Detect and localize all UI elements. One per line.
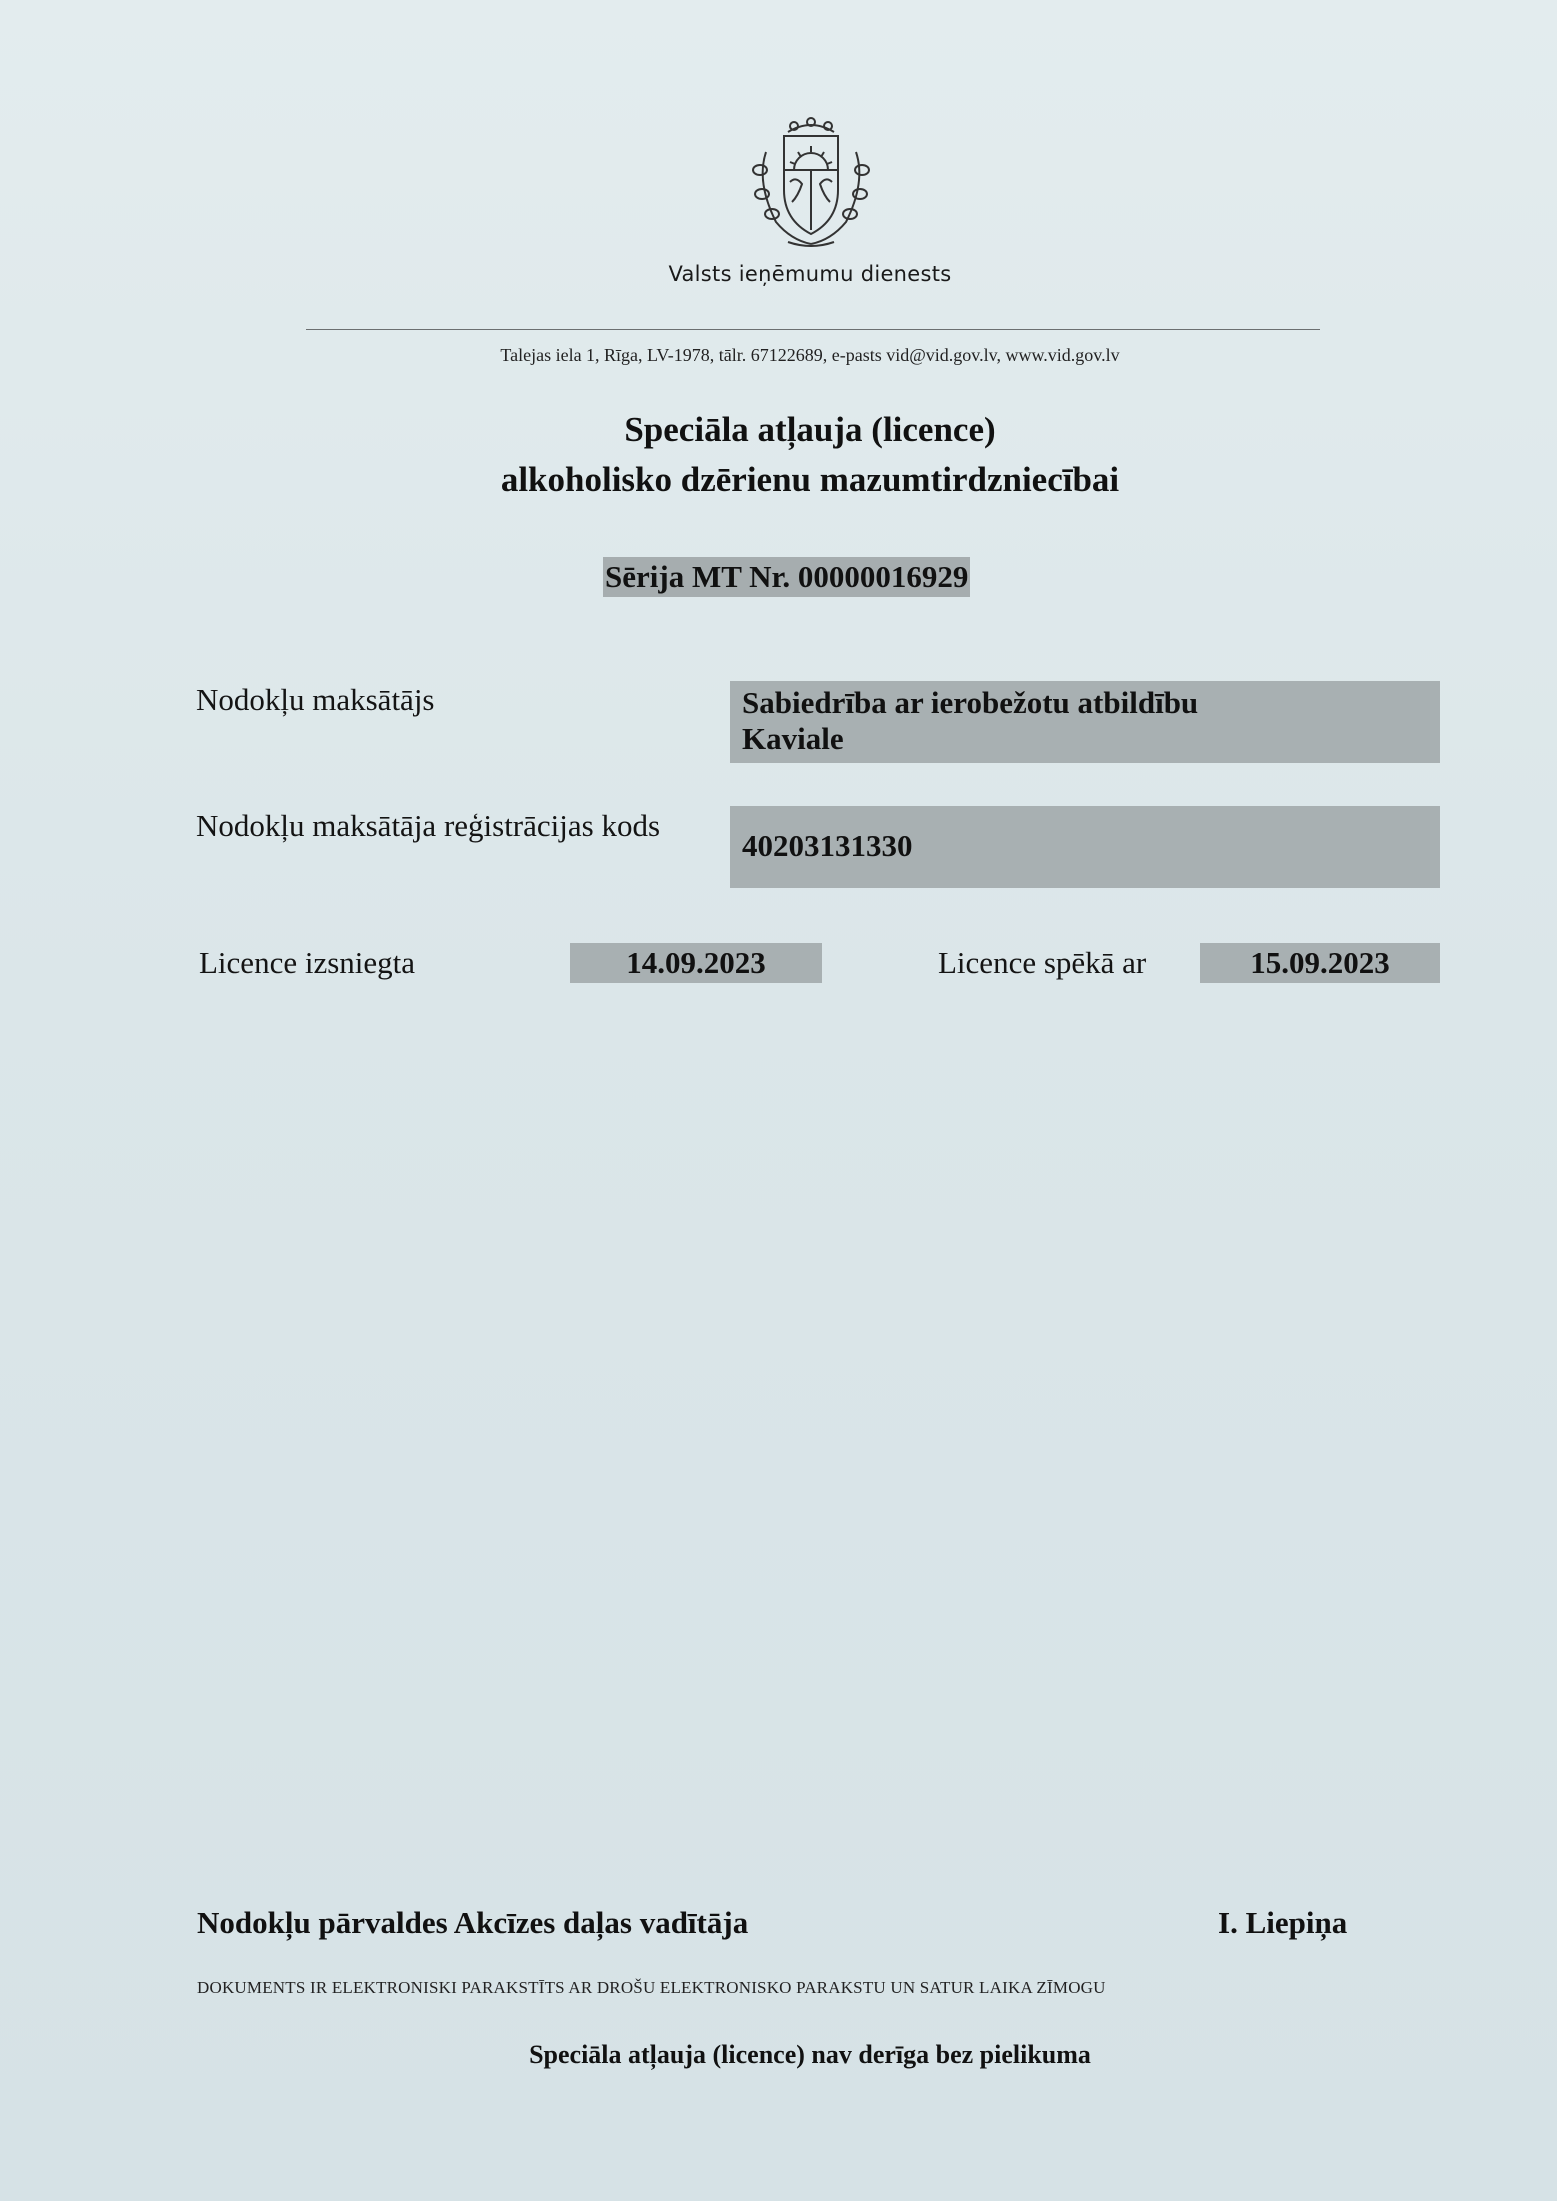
payer-value-field (730, 681, 1440, 763)
electronic-signature-notice: DOKUMENTS IR ELEKTRONISKI PARAKSTĪTS AR DROŠU ELEKTRONISKO PARAKSTU UN SATUR LAIKA ZĪMOGU (197, 1978, 1106, 1997)
signer-role: Nodokļu pārvaldes Akcīzes daļas vadītāja (197, 1905, 749, 1940)
document-title-line1: Speciāla atļauja (licence) (624, 410, 996, 449)
footer-note: Speciāla atļauja (licence) nav derīga bez pielikuma (529, 2040, 1091, 2069)
signer-name: I. Liepiņa (1218, 1905, 1348, 1940)
serial-number: Sērija MT Nr. 00000016929 (603, 557, 970, 597)
document-title-line2: alkoholisko dzērienu mazumtirdzniecībai (500, 460, 1120, 499)
organization-name: Valsts ieņēmumu dienests (668, 262, 952, 286)
valid-from-date-field: 15.09.2023 (1200, 943, 1440, 983)
payer-value-line2: Kaviale (742, 721, 844, 756)
payer-label: Nodokļu maksātājs (196, 682, 435, 717)
payer-value-line1: Sabiedrība ar ierobežotu atbildību (742, 685, 1199, 720)
contact-line: Talejas iela 1, Rīga, LV-1978, tālr. 67122689, e-pasts vid@vid.gov.lv, www.vid.gov.lv (500, 345, 1120, 365)
issued-label: Licence izsniegta (199, 945, 416, 980)
regcode-label: Nodokļu maksātāja reģistrācijas kods (196, 808, 661, 843)
valid-from-label: Licence spēkā ar (938, 945, 1147, 980)
issued-date-field: 14.09.2023 (570, 943, 822, 983)
header-divider (306, 329, 1320, 330)
latvia-coat-of-arms-icon (736, 112, 886, 252)
regcode-value-field: 40203131330 (730, 806, 1440, 888)
